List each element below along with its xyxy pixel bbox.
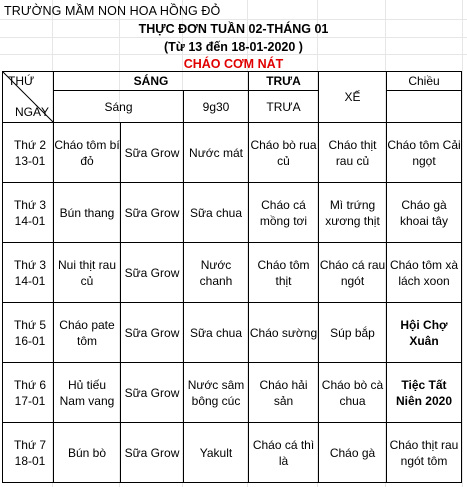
trua-cell: Cháo sường — [249, 303, 319, 363]
table-row — [3, 123, 462, 183]
menu-table — [2, 71, 462, 483]
xe-cell: Mì trứng xương thịt — [319, 183, 387, 243]
trua-cell: Cháo cá thì là — [249, 423, 319, 483]
gridline — [0, 37, 467, 38]
sang-cell: Hủ tiếu Nam vang — [54, 363, 121, 423]
sang-cell: Nui thịt rau củ — [54, 243, 121, 303]
gridline — [0, 54, 467, 55]
chieu-cell: Cháo gà khoai tây — [387, 183, 462, 243]
day-cell: Thứ 6 17-01 — [3, 363, 54, 423]
header-trua-group: TRƯA — [249, 72, 319, 91]
sang-cell: Bún thang — [54, 183, 121, 243]
9g30-cell: Sữa chua — [184, 183, 249, 243]
xe-cell: Cháo gà — [319, 423, 387, 483]
chieu-cell: Cháo tôm xà lách xoon — [387, 243, 462, 303]
day-cell: Thứ 5 16-01 — [3, 303, 54, 363]
header-sang: Sáng — [54, 91, 184, 123]
sang-cell: Cháo tôm bí đỏ — [54, 123, 121, 183]
day-cell: Thứ 3 14-01 — [3, 183, 54, 243]
chieu-cell: Tiệc Tất Niên 2020 — [387, 363, 462, 423]
day-cell: Thứ 2 13-01 — [3, 123, 54, 183]
sua-cell: Sữa Grow — [121, 303, 184, 363]
header-sang-group: SÁNG — [54, 72, 249, 91]
9g30-cell: Yakult — [184, 423, 249, 483]
sua-cell: Sữa Grow — [121, 243, 184, 303]
table-row — [3, 363, 462, 423]
date-range: (Từ 13 đến 18-01-2020 ) — [164, 40, 303, 54]
header-chieu: Chiều — [387, 72, 462, 91]
9g30-cell: Nước chanh — [184, 243, 249, 303]
table-row — [3, 183, 462, 243]
corner-header-cell — [3, 72, 54, 123]
gridline — [0, 19, 467, 20]
sua-cell: Sữa Grow — [121, 423, 184, 483]
sang-cell: Cháo pate tôm — [54, 303, 121, 363]
chieu-cell: Cháo thịt rau ngót tôm — [387, 423, 462, 483]
gridline — [462, 0, 463, 487]
table-row — [3, 423, 462, 483]
sua-cell: Sữa Grow — [121, 183, 184, 243]
header-trua: TRƯA — [249, 91, 319, 123]
xe-cell: Súp bắp — [319, 303, 387, 363]
menu-title: THỰC ĐƠN TUẦN 02-THÁNG 01 — [138, 22, 329, 36]
header-chieu-blank — [387, 91, 462, 123]
trua-cell: Cháo cá mồng tơi — [249, 183, 319, 243]
xe-cell: Cháo cá rau ngót — [319, 243, 387, 303]
day-cell: Thứ 7 18-01 — [3, 423, 54, 483]
trua-cell: Cháo hải sản — [249, 363, 319, 423]
sang-cell: Bún bò — [54, 423, 121, 483]
xe-cell: Cháo thịt rau củ — [319, 123, 387, 183]
table-row — [3, 303, 462, 363]
menu-subtitle: CHÁO CƠM NÁT — [183, 57, 284, 71]
header-9g30: 9g30 — [184, 91, 249, 123]
sua-cell: Sữa Grow — [121, 123, 184, 183]
corner-label-ngay: NGÀY — [14, 105, 49, 119]
chieu-cell: Cháo tôm Cải ngọt — [387, 123, 462, 183]
header-xe: XẾ — [319, 72, 387, 123]
9g30-cell: Nước mát — [184, 123, 249, 183]
corner-label-thu: THỨ — [8, 74, 35, 88]
chieu-cell: Hội Chợ Xuân — [387, 303, 462, 363]
sua-cell: Sữa Grow — [121, 363, 184, 423]
day-cell: Thứ 3 14-01 — [3, 243, 54, 303]
school-name: TRƯỜNG MẦM NON HOA HỒNG ĐỎ — [4, 4, 221, 18]
table-row — [3, 243, 462, 303]
xe-cell: Cháo bò cà chua — [319, 363, 387, 423]
trua-cell: Cháo tôm thịt — [249, 243, 319, 303]
9g30-cell: Nước sâm bông cúc — [184, 363, 249, 423]
trua-cell: Cháo bò rua củ — [249, 123, 319, 183]
9g30-cell: Sữa chua — [184, 303, 249, 363]
